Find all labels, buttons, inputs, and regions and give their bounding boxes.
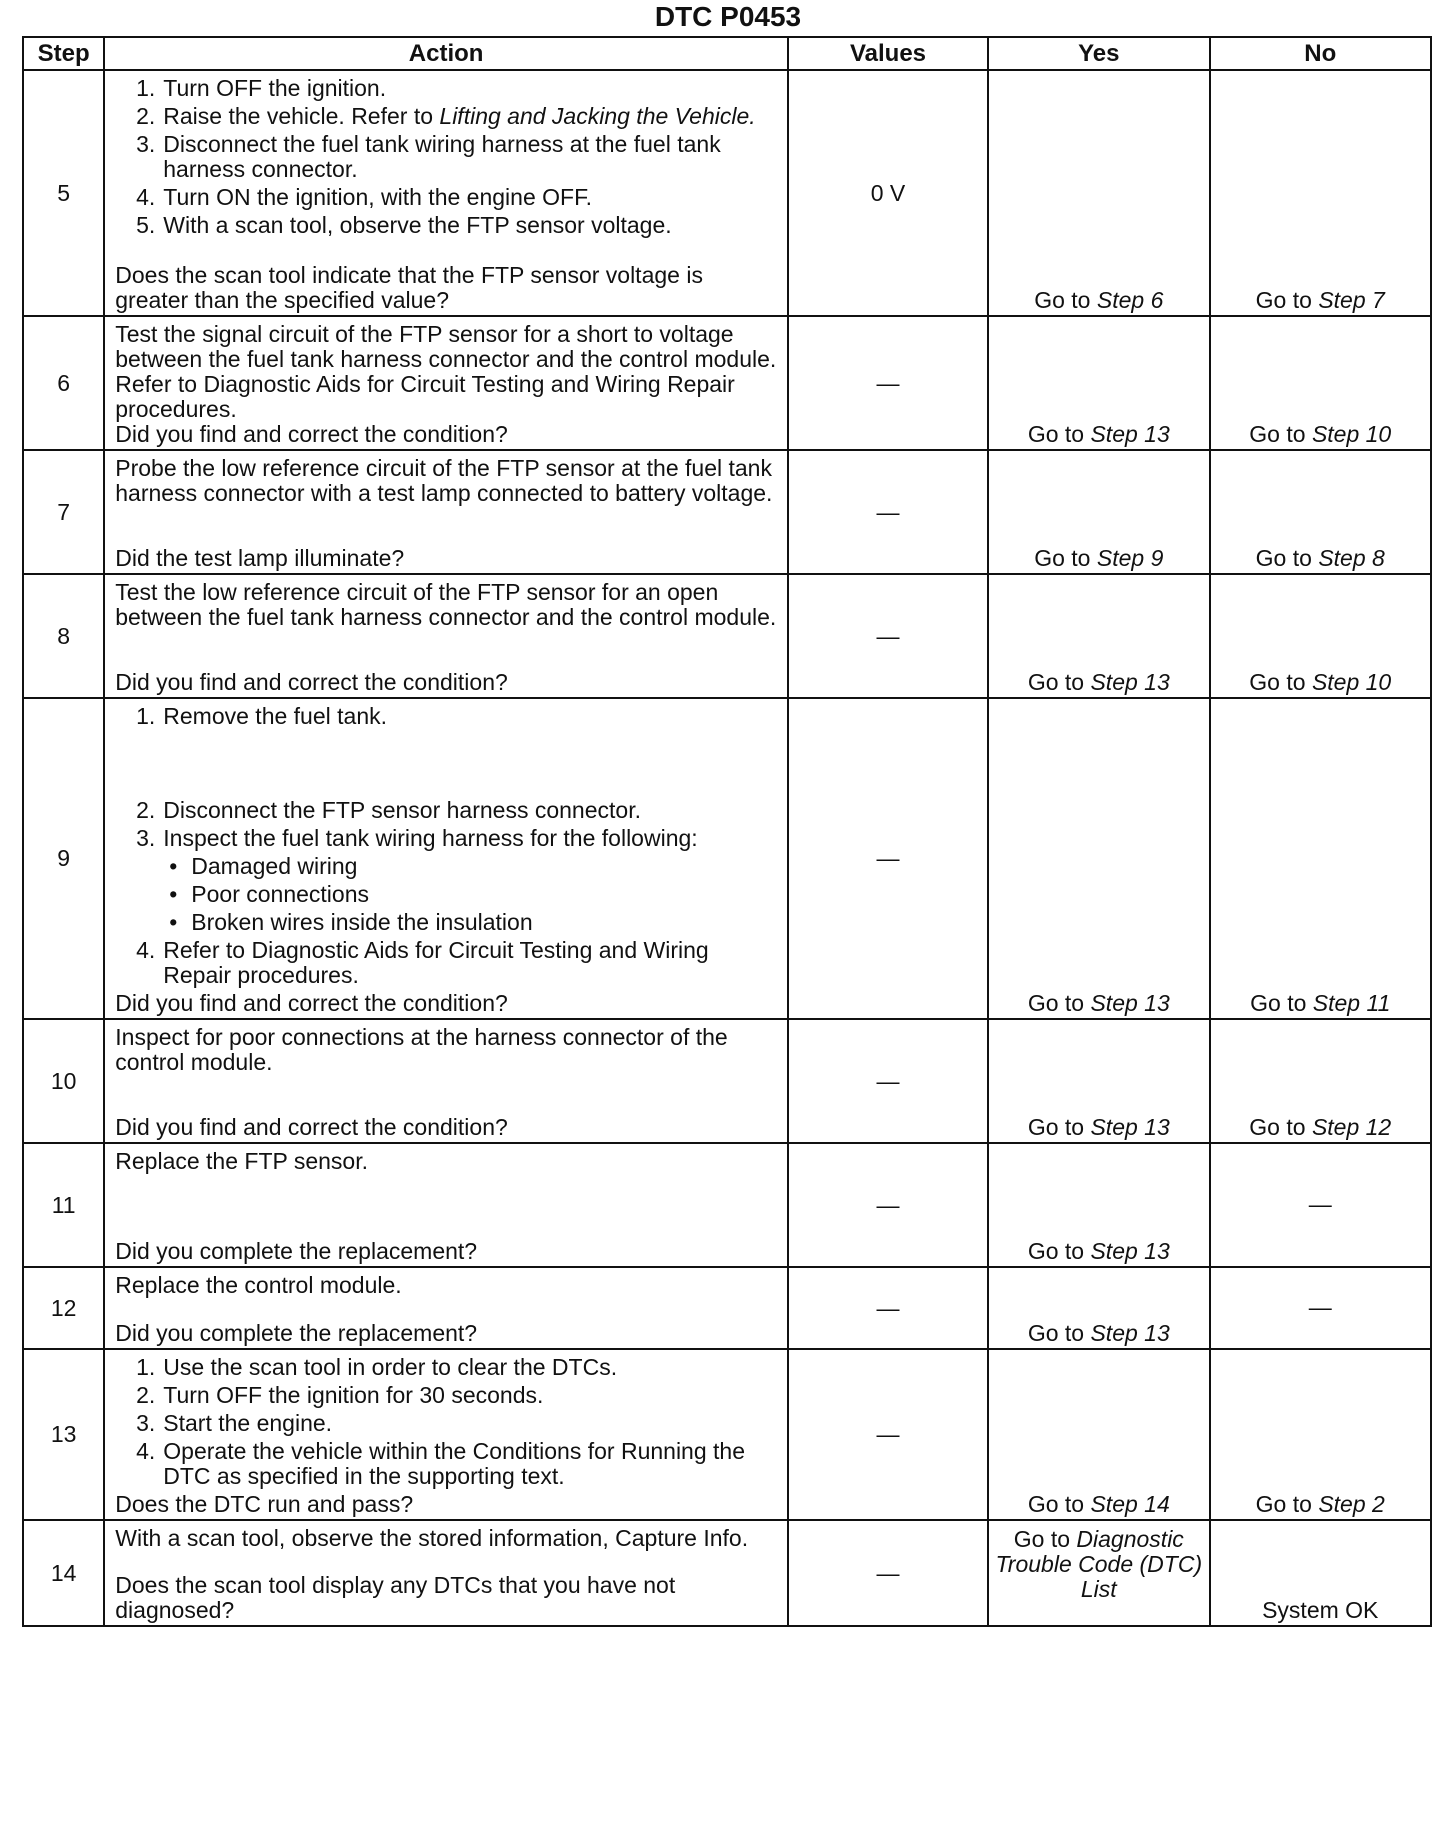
table-row: [23, 1143, 1431, 1267]
action-question: Did you find and correct the condition?: [115, 1114, 508, 1140]
no-cell: Go to Step 2: [1210, 1349, 1431, 1520]
spacer: [115, 1174, 777, 1239]
action-content: [105, 1350, 787, 1519]
list-number: 3.: [136, 825, 156, 851]
list-gap: [115, 732, 777, 798]
action-content: [105, 1020, 787, 1142]
value-cell: —: [788, 1267, 988, 1349]
table-row: [23, 450, 1431, 574]
table-row: [23, 698, 1431, 1019]
document-title: DTC P0453: [654, 1, 802, 32]
spacer: [115, 241, 777, 263]
action-cell: [104, 574, 788, 698]
list-item: [115, 1383, 777, 1408]
yes-cell: Go to Diagnostic Trouble Code (DTC) List: [988, 1520, 1209, 1626]
yes-cell: Go to Step 9: [988, 450, 1209, 574]
no-cell: —: [1210, 1267, 1431, 1349]
action-question: Did you complete the replacement?: [115, 1238, 478, 1264]
no-cell: Go to Step 8: [1210, 450, 1431, 574]
spacer: [115, 1551, 777, 1573]
action-content: [105, 575, 787, 697]
yes-cell: Go to Step 13: [988, 1267, 1209, 1349]
step-number: 13: [23, 1349, 104, 1520]
table-row: [23, 574, 1431, 698]
action-text: Test the low reference circuit of the FTP sensor for an open between the fuel tank harness connector and the control module.: [115, 579, 777, 630]
step-number: 10: [23, 1019, 104, 1143]
action-content: [105, 1521, 787, 1625]
header-row: [23, 37, 1431, 70]
step-number: 11: [23, 1143, 104, 1267]
no-cell: Go to Step 11: [1210, 698, 1431, 1019]
list-text: Operate the vehicle within the Conditions for Running the DTC as specified in the supporting text.: [163, 1438, 746, 1489]
action-question: Does the scan tool indicate that the FTP sensor voltage is greater than the specified value?: [115, 262, 703, 313]
list-text: Turn OFF the ignition for 30 seconds.: [163, 1382, 544, 1408]
action-question: Does the scan tool display any DTCs that you have not diagnosed?: [115, 1572, 676, 1623]
action-cell: [104, 698, 788, 1019]
table-row: [23, 1520, 1431, 1626]
list-number: 3.: [136, 1410, 156, 1436]
table-row: [23, 316, 1431, 450]
action-cell: [104, 70, 788, 316]
bullet-text: Damaged wiring: [191, 853, 358, 879]
list-text: Refer to Diagnostic Aids for Circuit Testing and Wiring Repair procedures.: [163, 937, 709, 988]
table-row: [23, 1349, 1431, 1520]
header-yes: Yes: [988, 37, 1209, 70]
header-no: No: [1210, 37, 1431, 70]
value-cell: —: [788, 1019, 988, 1143]
action-cell: [104, 316, 788, 450]
list-item: [115, 185, 777, 210]
list-item: [115, 798, 777, 823]
list-number: 2.: [136, 1382, 156, 1408]
no-cell: Go to Step 12: [1210, 1019, 1431, 1143]
action-content: [105, 317, 787, 449]
action-text: Probe the low reference circuit of the FTP sensor at the fuel tank harness connector with a test lamp connected to battery voltage.: [115, 455, 773, 506]
action-content: [105, 1268, 787, 1348]
value-cell: 0 V: [788, 70, 988, 316]
yes-cell: Go to Step 13: [988, 574, 1209, 698]
list-item: [115, 213, 777, 238]
list-text: Disconnect the FTP sensor harness connector.: [163, 797, 641, 823]
action-content: [105, 699, 787, 1018]
action-content: [105, 451, 787, 573]
bullet-icon: •: [169, 909, 178, 935]
step-number: 12: [23, 1267, 104, 1349]
action-text: With a scan tool, observe the stored information, Capture Info.: [115, 1525, 749, 1551]
action-question: Did you find and correct the condition?: [115, 669, 508, 695]
yes-cell: Go to Step 13: [988, 316, 1209, 450]
value-cell: —: [788, 574, 988, 698]
list-number: 3.: [136, 131, 156, 157]
step-number: 9: [23, 698, 104, 1019]
no-cell: Go to Step 10: [1210, 574, 1431, 698]
header-values: Values: [788, 37, 988, 70]
list-text: Turn OFF the ignition.: [163, 75, 387, 101]
no-cell: Go to Step 7: [1210, 70, 1431, 316]
table-row: [23, 70, 1431, 316]
action-cell: [104, 1019, 788, 1143]
list-text: Inspect the fuel tank wiring harness for the following:: [163, 825, 698, 851]
diagnostic-table: [22, 36, 1432, 1627]
header-step: Step: [23, 37, 104, 70]
list-number: 4.: [136, 1438, 156, 1464]
action-question: Does the DTC run and pass?: [115, 1491, 414, 1517]
table-row: [23, 1267, 1431, 1349]
bullet-item: [115, 910, 777, 935]
action-question: Did you find and correct the condition?: [115, 990, 508, 1016]
list-item: [115, 132, 777, 182]
value-cell: —: [788, 1143, 988, 1267]
action-cell: [104, 1143, 788, 1267]
action-question: Did the test lamp illuminate?: [115, 545, 405, 571]
list-item: [115, 104, 777, 129]
header-action: Action: [104, 37, 788, 70]
value-cell: —: [788, 1349, 988, 1520]
step-number: 5: [23, 70, 104, 316]
action-cell: [104, 450, 788, 574]
no-cell: System OK: [1210, 1520, 1431, 1626]
value-cell: —: [788, 316, 988, 450]
value-cell: —: [788, 698, 988, 1019]
list-text: Turn ON the ignition, with the engine OFF.: [163, 184, 592, 210]
spacer: [115, 1075, 777, 1115]
spacer: [115, 1298, 777, 1321]
list-text: Use the scan tool in order to clear the DTCs.: [163, 1354, 618, 1380]
list-text: Raise the vehicle. Refer to Lifting and Jacking the Vehicle.: [163, 103, 756, 129]
list-number: 5.: [136, 212, 156, 238]
bullet-icon: •: [169, 853, 178, 879]
value-cell: —: [788, 1520, 988, 1626]
step-number: 14: [23, 1520, 104, 1626]
yes-cell: Go to Step 6: [988, 70, 1209, 316]
list-number: 4.: [136, 937, 156, 963]
action-question: Did you complete the replacement?: [115, 1320, 478, 1346]
list-item: [115, 938, 777, 988]
bullet-item: [115, 882, 777, 907]
no-cell: Go to Step 10: [1210, 316, 1431, 450]
yes-cell: Go to Step 13: [988, 1019, 1209, 1143]
yes-cell: Go to Step 14: [988, 1349, 1209, 1520]
list-number: 4.: [136, 184, 156, 210]
step-number: 6: [23, 316, 104, 450]
list-number: 1.: [136, 75, 156, 101]
list-number: 1.: [136, 1354, 156, 1380]
action-content: [105, 1144, 787, 1266]
action-question: Did you find and correct the condition?: [115, 421, 508, 447]
action-text: Inspect for poor connections at the harness connector of the control module.: [115, 1024, 728, 1075]
list-text: With a scan tool, observe the FTP sensor voltage.: [163, 212, 672, 238]
spacer: [115, 630, 777, 670]
value-cell: —: [788, 450, 988, 574]
action-text: Replace the FTP sensor.: [115, 1148, 368, 1174]
list-text: Disconnect the fuel tank wiring harness at the fuel tank harness connector.: [163, 131, 721, 182]
list-text: Start the engine.: [163, 1410, 333, 1436]
list-item: [115, 1355, 777, 1380]
yes-cell: Go to Step 13: [988, 698, 1209, 1019]
list-item: [115, 1439, 777, 1489]
list-item: [115, 76, 777, 101]
action-text: Replace the control module.: [115, 1272, 402, 1298]
list-item: [115, 1411, 777, 1436]
action-text: Test the signal circuit of the FTP sensor for a short to voltage between the fuel tank harness connector and the control module. Refer to Diagnostic Aids for Circuit Testing and Wiring Repair procedures.: [115, 321, 777, 422]
list-text: Remove the fuel tank.: [163, 703, 387, 729]
list-item: [115, 704, 777, 729]
table-row: [23, 1019, 1431, 1143]
action-content: [105, 71, 787, 315]
list-number: 2.: [136, 797, 156, 823]
step-number: 7: [23, 450, 104, 574]
bullet-item: [115, 854, 777, 879]
action-cell: [104, 1349, 788, 1520]
action-cell: [104, 1267, 788, 1349]
list-number: 1.: [136, 703, 156, 729]
bullet-text: Broken wires inside the insulation: [191, 909, 533, 935]
spacer: [115, 506, 777, 546]
bullet-text: Poor connections: [191, 881, 369, 907]
step-number: 8: [23, 574, 104, 698]
list-item: [115, 826, 777, 851]
yes-cell: Go to Step 13: [988, 1143, 1209, 1267]
list-number: 2.: [136, 103, 156, 129]
bullet-icon: •: [169, 881, 178, 907]
no-cell: —: [1210, 1143, 1431, 1267]
action-cell: [104, 1520, 788, 1626]
